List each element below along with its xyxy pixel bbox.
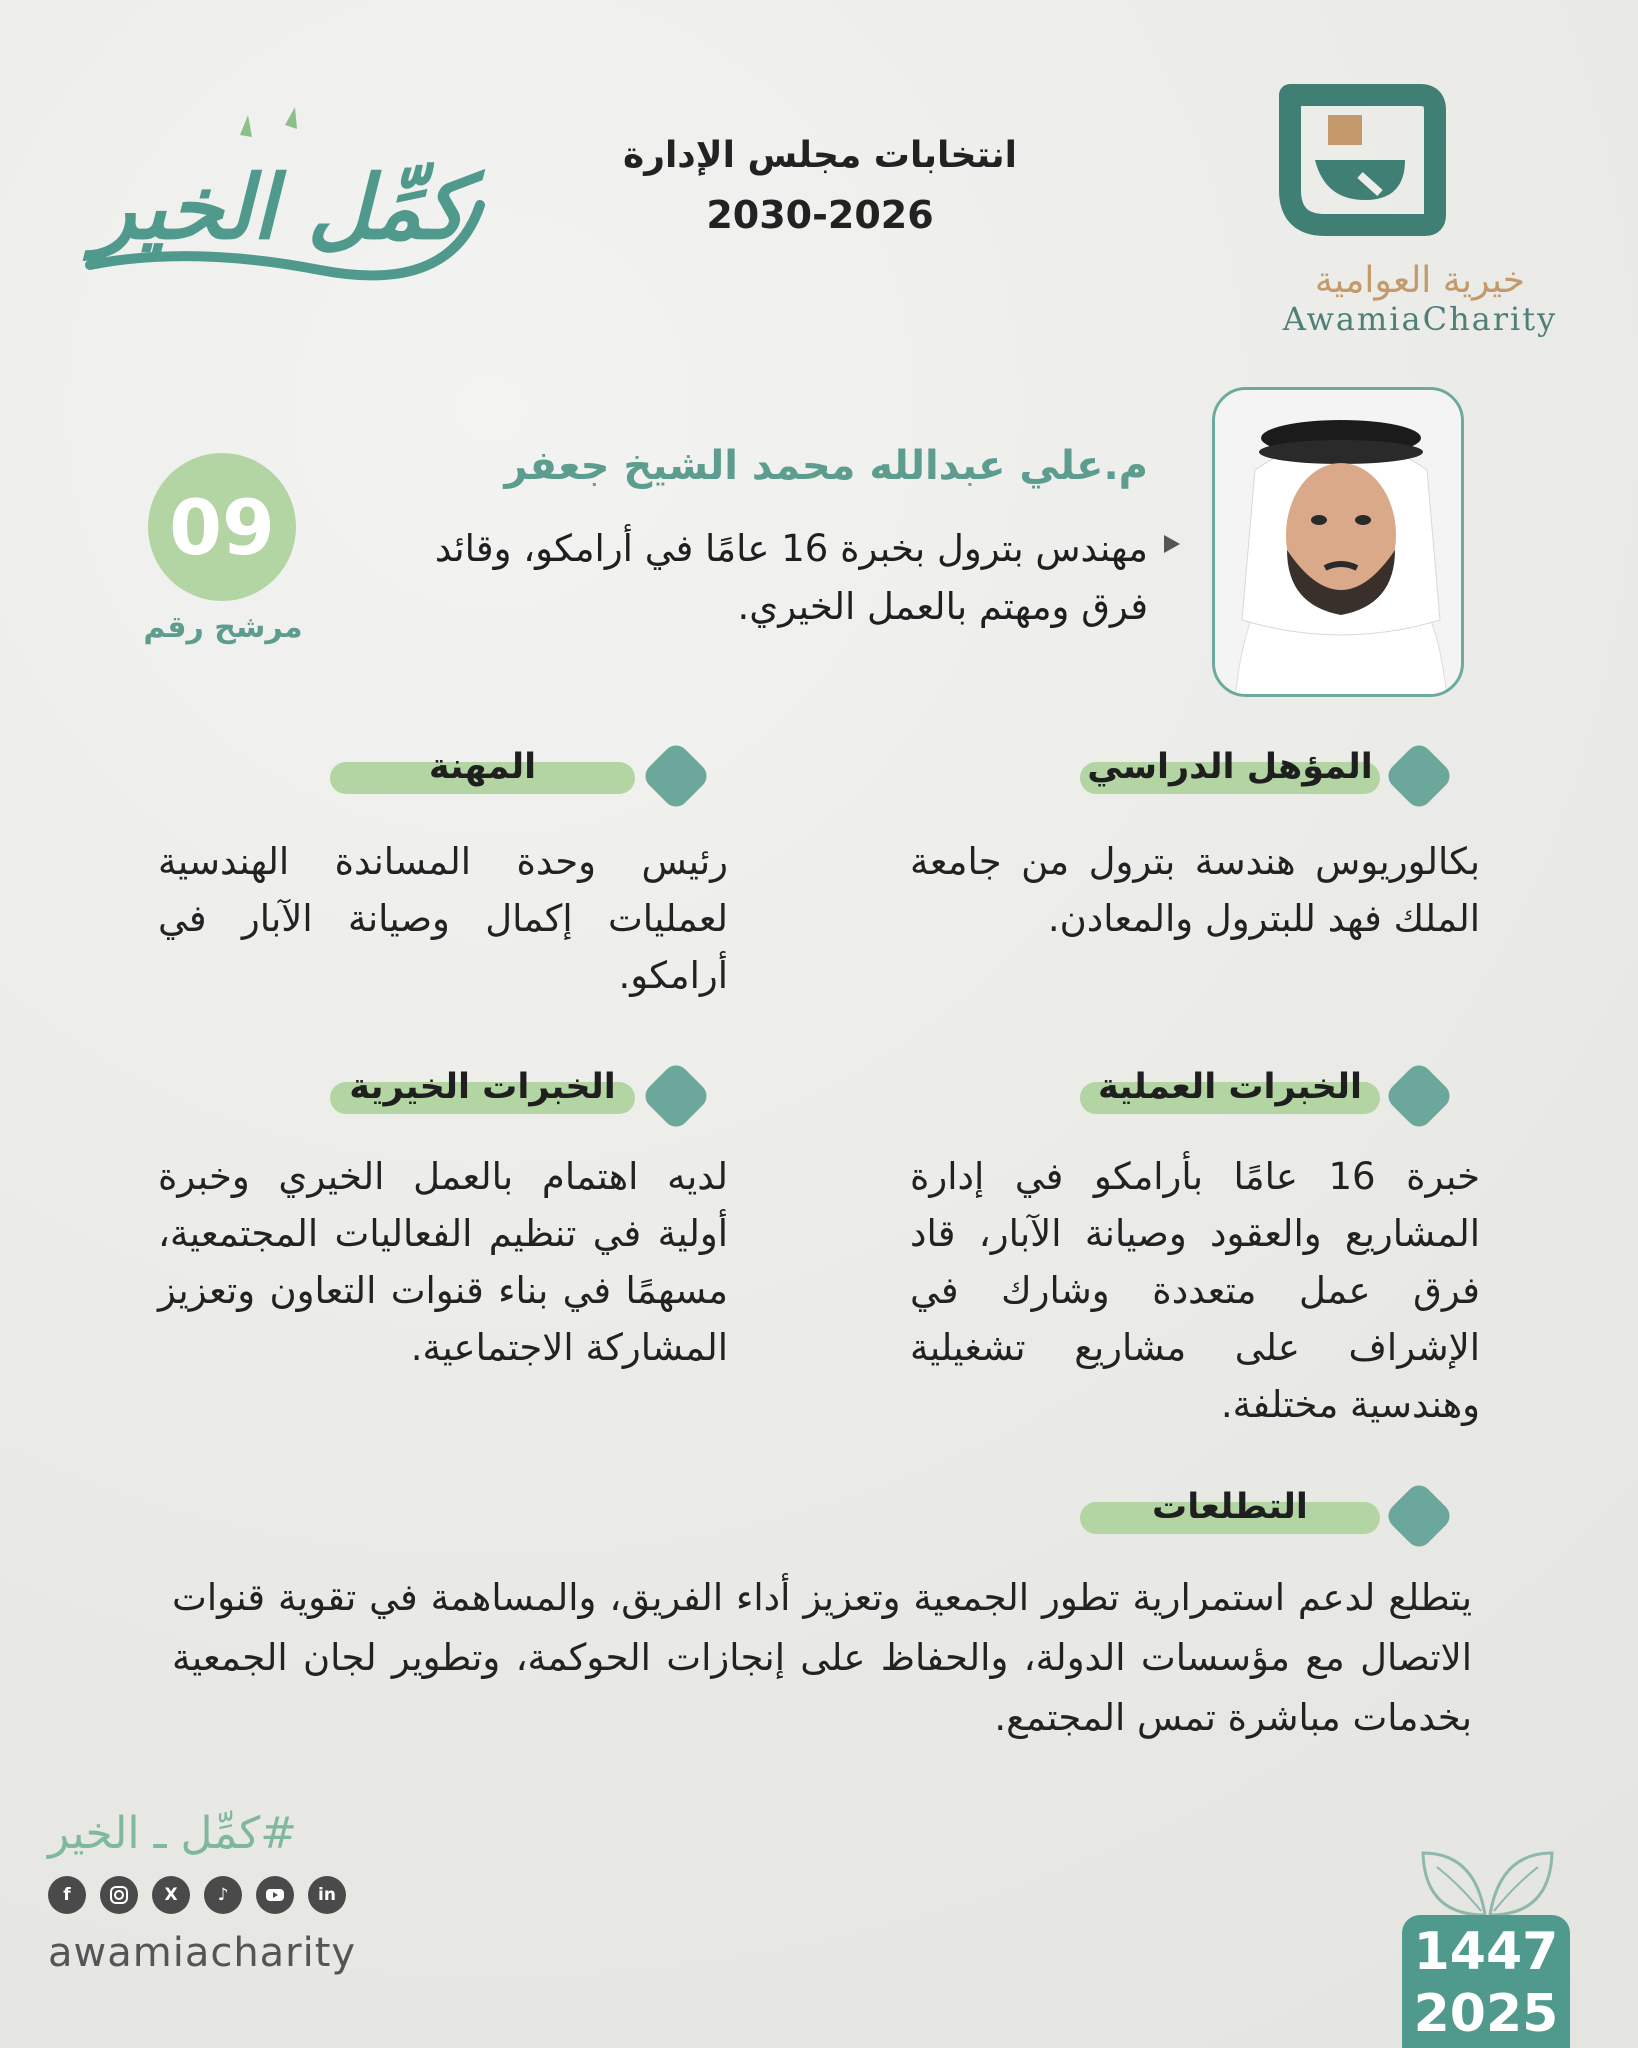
section-header-education bbox=[1080, 745, 1460, 805]
diamond-icon bbox=[1383, 1480, 1455, 1552]
section-title: التطلعات bbox=[1152, 1487, 1308, 1527]
facebook-icon[interactable]: f bbox=[48, 1876, 86, 1914]
election-title: انتخابات مجلس الإدارة bbox=[622, 135, 1018, 176]
section-title: المهنة bbox=[428, 747, 537, 787]
x-icon[interactable]: X bbox=[152, 1876, 190, 1914]
section-body-work-experience: خبرة 16 عامًا بأرامكو في إدارة المشاريع والعقود وصيانة الآبار، قاد فرق عمل متعددة وشارك في الإشراف على مشاريع تشغيلية وهندسية مختلفة. bbox=[910, 1155, 1480, 1426]
section-title: الخبرات العملية bbox=[1098, 1067, 1362, 1107]
youtube-icon[interactable] bbox=[256, 1876, 294, 1914]
year-badge bbox=[1402, 1915, 1570, 2048]
election-years: 2030-2026 bbox=[706, 193, 934, 237]
candidate-number: 09 bbox=[148, 453, 296, 601]
bullet-icon bbox=[1162, 533, 1182, 555]
tiktok-icon[interactable]: ♪ bbox=[204, 1876, 242, 1914]
year-hijri: 1447 bbox=[1413, 1922, 1559, 1982]
candidate-name: م.علي عبدالله محمد الشيخ جعفر bbox=[504, 443, 1148, 489]
logo-text-arabic: خيرية العوامية bbox=[1314, 260, 1526, 301]
diamond-icon bbox=[1383, 1060, 1455, 1132]
candidate-bio: مهندس بترول بخبرة 16 عامًا في أرامكو، وقائد فرق ومهتم بالعمل الخيري. bbox=[434, 527, 1148, 628]
social-handle: awamiacharity bbox=[48, 1930, 357, 1976]
linkedin-icon[interactable]: in bbox=[308, 1876, 346, 1914]
slogan-text: كمِّل الخير bbox=[93, 155, 467, 259]
section-body-profession: رئيس وحدة المساندة الهندسية لعمليات إكمال وصيانة الآبار في أرامكو. bbox=[158, 840, 728, 997]
section-title: الخبرات الخيرية bbox=[349, 1067, 616, 1107]
diamond-icon bbox=[640, 1060, 712, 1132]
logo-text-english: AwamiaCharity bbox=[1282, 300, 1558, 338]
section-body-aspirations: يتطلع لدعم استمرارية تطور الجمعية وتعزيز أداء الفريق، والمساهمة في تقوية قنوات الاتصال مع مؤسسات الدولة، والحفاظ على إنجازات الحوكمة، وتطوير لجان الجمعية بخدمات مباشرة تمس المجتمع. bbox=[172, 1576, 1472, 1739]
section-body-charity-experience: لديه اهتمام بالعمل الخيري وخبرة أولية في تنظيم الفعاليات المجتمعية، مسهمًا في بناء قنوات التعاون وتعزيز المشاركة الاجتماعية. bbox=[158, 1155, 728, 1369]
diamond-icon bbox=[640, 740, 712, 812]
slogan-calligraphy bbox=[70, 95, 490, 305]
diamond-icon bbox=[1383, 740, 1455, 812]
candidate-number-label: مرشح رقم bbox=[143, 610, 303, 645]
section-header-charity-experience bbox=[330, 1065, 720, 1125]
instagram-icon[interactable] bbox=[100, 1876, 138, 1914]
candidate-photo bbox=[1212, 387, 1464, 697]
hashtag: #كمِّل ـ الخير bbox=[48, 1808, 298, 1859]
charity-logo bbox=[1270, 75, 1450, 245]
section-body-education: بكالوريوس هندسة بترول من جامعة الملك فهد للبترول والمعادن. bbox=[910, 840, 1480, 940]
section-header-profession bbox=[330, 745, 720, 805]
section-header-work-experience bbox=[1080, 1065, 1460, 1125]
year-gregorian: 2025 bbox=[1413, 1984, 1559, 2044]
section-title: المؤهل الدراسي bbox=[1087, 747, 1373, 787]
social-icons-row bbox=[48, 1876, 346, 1920]
section-header-aspirations bbox=[1080, 1485, 1460, 1545]
leaves-icon bbox=[1415, 1845, 1560, 1917]
